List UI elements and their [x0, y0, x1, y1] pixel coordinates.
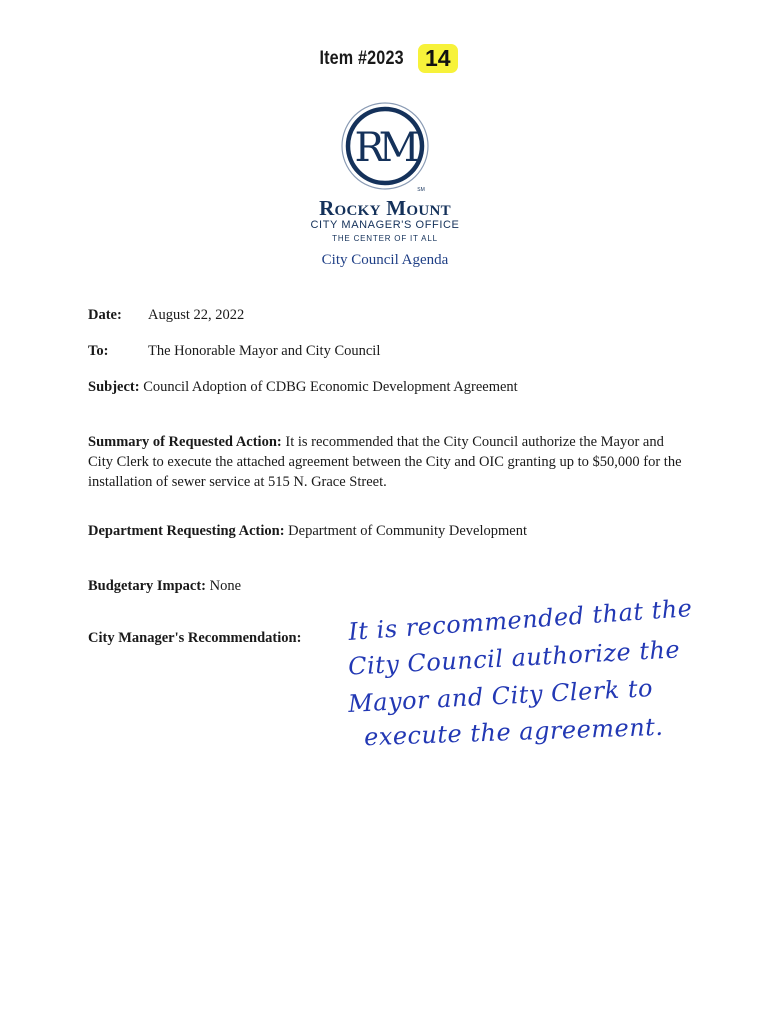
handwriting-line: execute the agreement.: [363, 712, 664, 752]
logo-service-mark: SM: [417, 187, 425, 193]
department-label: Department Requesting Action:: [88, 523, 285, 539]
org-office: CITY MANAGER'S OFFICE: [310, 219, 460, 231]
item-number: Item #2023: [319, 47, 405, 69]
org-tagline: THE CENTER OF IT ALL: [332, 234, 438, 243]
logo-monogram: RM: [354, 125, 414, 171]
summary-label: Summary of Requested Action:: [88, 434, 282, 450]
to-label: To:: [88, 343, 109, 359]
summary-text: It is recommended that the City Council authorize the Mayor and City Clerk to execute the attached agreement between the City and OIC granting up to $50,000 for the installation of sewer service at 515 N. Grace Street.: [88, 434, 682, 490]
subject-value: Council Adoption of CDBG Economic Development Agreement: [143, 379, 518, 395]
item-badge: 14: [418, 44, 458, 73]
agenda-title: City Council Agenda: [321, 252, 449, 268]
department-value: Department of Community Development: [288, 523, 527, 539]
date-label: Date:: [88, 307, 122, 323]
handwriting-line: City Council authorize the: [347, 635, 681, 681]
date-field: [88, 305, 245, 325]
item-header: [0, 44, 770, 73]
recommendation-field: [88, 628, 301, 648]
to-value: The Honorable Mayor and City Council: [148, 343, 381, 359]
org-name: Rocky Mount: [319, 196, 451, 220]
subject-field: [88, 377, 518, 397]
budget-field: [88, 576, 241, 596]
budget-label: Budgetary Impact:: [88, 578, 207, 594]
handwritten-recommendation: [342, 594, 694, 758]
department-field: [88, 521, 527, 541]
recommendation-label: City Manager's Recommendation:: [88, 630, 302, 646]
summary-section: [88, 432, 688, 492]
budget-value: None: [209, 578, 242, 594]
rocky-mount-logo: [337, 100, 433, 196]
date-value: August 22, 2022: [148, 307, 245, 323]
handwriting-line: Mayor and City Clerk to: [347, 674, 654, 718]
to-field: [88, 341, 381, 361]
handwriting-line: It is recommended that the: [347, 594, 694, 646]
subject-label: Subject:: [88, 379, 140, 395]
